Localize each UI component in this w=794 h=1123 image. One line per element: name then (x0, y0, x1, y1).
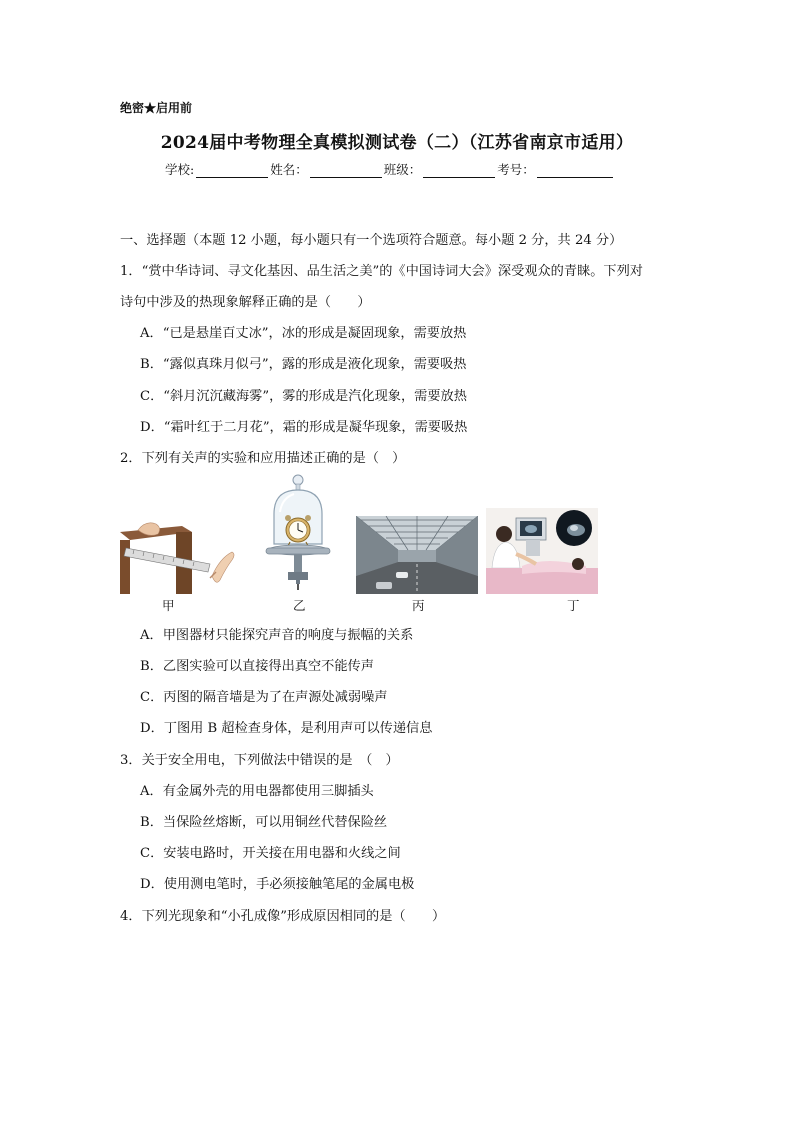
question-3-option-c: C．安装电路时，开关接在用电器和火线之间 (140, 846, 401, 861)
section-heading: 一、选择题（本题 12 小题，每小题只有一个选项符合题意。每小题 2 分，共 24 分） (120, 233, 623, 248)
question-4-stem: 4．下列光现象和“小孔成像”形成原因相同的是（ ） (120, 909, 446, 924)
figure-caption-ding: 丁 (567, 598, 580, 613)
question-1-option-a: A．“已是悬崖百丈冰”，冰的形成是凝固现象，需要放热 (140, 326, 467, 341)
student-info-row (165, 160, 615, 178)
question-3-option-a: A．有金属外壳的用电器都使用三脚插头 (140, 784, 374, 799)
question-1-stem-line1: 1．“赏中华诗词、寻文化基因、品生活之美”的《中国诗词大会》深受观众的青睐。下列对 (120, 264, 643, 279)
question-1-option-c: C．“斜月沉沉藏海雾”，雾的形成是汽化现象，需要放热 (140, 389, 467, 404)
figure-b-ultrasound (486, 508, 598, 594)
name-label: 姓名： (270, 162, 308, 177)
question-1-stem-line2: 诗句中涉及的热现象解释正确的是（ ） (120, 295, 371, 310)
page-title: 2024届中考物理全真模拟测试卷（二）（江苏省南京市适用） (160, 133, 634, 153)
school-blank[interactable] (196, 163, 268, 178)
question-2-option-b: B．乙图实验可以直接得出真空不能传声 (140, 659, 374, 674)
figure-caption-bing: 丙 (412, 598, 425, 613)
exam-number-blank[interactable] (537, 163, 613, 178)
question-3-option-b: B．当保险丝熔断，可以用铜丝代替保险丝 (140, 815, 388, 830)
question-1-option-b: B．“露似真珠月似弓”，露的形成是液化现象，需要吸热 (140, 357, 467, 372)
figure-caption-yi: 乙 (293, 598, 306, 613)
question-2-stem: 2．下列有关声的实验和应用描述正确的是（ ） (120, 451, 406, 466)
question-2-option-c: C．丙图的隔音墙是为了在声源处减弱噪声 (140, 690, 388, 705)
school-label: 学校: (165, 162, 195, 177)
secret-label: 绝密★启用前 (120, 101, 193, 115)
figure-caption-jia: 甲 (162, 598, 175, 613)
class-blank[interactable] (423, 163, 495, 178)
question-3-stem: 3．关于安全用电，下列做法中错误的是 （ ） (120, 753, 399, 768)
question-3-option-d: D．使用测电笔时，手必须接触笔尾的金属电极 (140, 877, 415, 892)
name-blank[interactable] (310, 163, 382, 178)
question-2-option-d: D．丁图用 B 超检查身体，是利用声可以传递信息 (140, 721, 433, 736)
question-1-option-d: D．“霜叶红于二月花”，霜的形成是凝华现象，需要吸热 (140, 420, 468, 435)
figure-ruler-table (120, 518, 238, 594)
figure-bell-jar (258, 472, 338, 592)
figure-sound-barrier (356, 516, 478, 594)
question-2-option-a: A．甲图器材只能探究声音的响度与振幅的关系 (140, 628, 414, 643)
exam-number-label: 考号： (497, 162, 535, 177)
class-label: 班级： (383, 162, 422, 177)
